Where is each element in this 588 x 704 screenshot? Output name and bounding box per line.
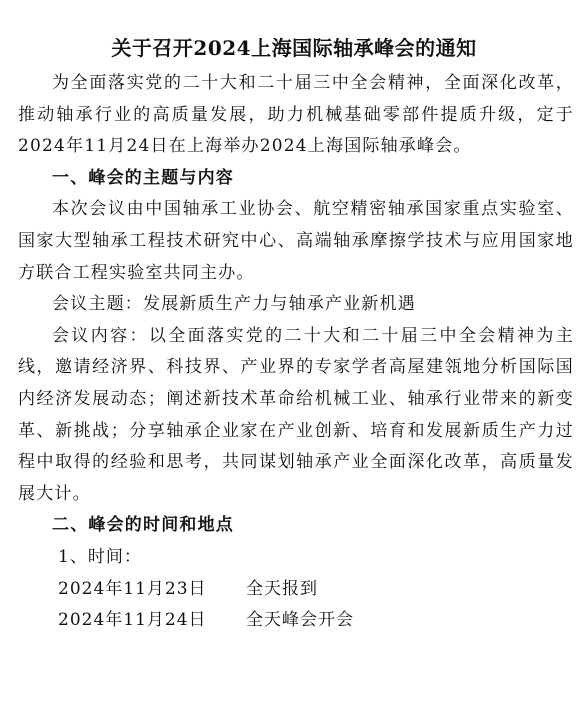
schedule-date: 2024年11月23日 (58, 578, 207, 599)
section2-heading: 二、峰会的时间和地点 (52, 515, 234, 536)
document-body (18, 68, 574, 637)
schedule-row (18, 605, 574, 637)
organizers-paragraph: 本次会议由中国轴承工业协会、航空精密轴承国家重点实验室、国家大型轴承工程技术研究中心、高端轴承摩擦学技术与应用国家地方联合工程实验室共同主办。 (18, 199, 574, 283)
content-paragraph: 会议内容：以全面落实党的二十大和二十届三中全会精神为主线，邀请经济界、科技界、产业界的专家学者高屋建瓴地分析国际国内经济发展动态；阐述新技术革命给机械工业、轴承行业带来的新变革、新挑战；分享轴承企业家在产业创新、培育和发展新质生产力过程中取得的经验和思考，共同谋划轴承产业全面深化改革，高质量发展大计。 (18, 325, 574, 504)
schedule-date: 2024年11月24日 (58, 610, 207, 631)
time-label: 1、时间： (58, 546, 142, 567)
schedule-event: 全天报到 (246, 578, 318, 599)
schedule-row (18, 574, 574, 606)
section1-heading: 一、峰会的主题与内容 (52, 167, 234, 188)
schedule-event: 全天峰会开会 (246, 610, 354, 631)
intro-paragraph: 为全面落实党的二十大和二十届三中全会精神，全面深化改革，推动轴承行业的高质量发展，助力机械基础零部件提质升级，定于2024年11月24日在上海举办2024上海国际轴承峰会。 (18, 73, 574, 157)
theme-paragraph: 会议主题：发展新质生产力与轴承产业新机遇 (52, 294, 416, 315)
document-title: 关于召开2024上海国际轴承峰会的通知 (111, 36, 477, 60)
